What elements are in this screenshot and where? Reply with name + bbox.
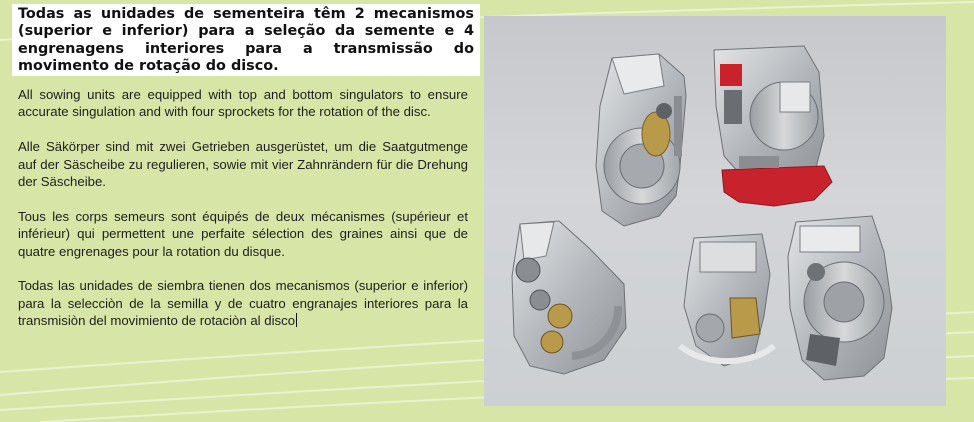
paragraph-spanish-text: Todas las unidades de siembra tienen dos mecanismos (superior e inferior) para la selecciòn de la semilla y de cuatro engranajes interiores para la transmisiòn del movimiento de rotaciòn al disco (18, 278, 468, 329)
paragraph-french: Tous les corps semeurs sont équipés de deux mécanismes (supérieur et inférieur) qui permettent une perfaite sélection des graines ainsi que de quatre engrenages pour la rotation du disque. (18, 208, 468, 259)
paragraph-english: All sowing units are equipped with top and bottom singulators to ensure accurate singulation and with four sprockets for the rotation of the disc. (18, 87, 468, 120)
seed-unit-bottom-right (788, 216, 892, 380)
seed-unit-bottom-middle (680, 234, 774, 366)
paragraph-spanish (18, 277, 468, 329)
product-photo (484, 16, 946, 406)
seed-unit-bottom-left (512, 221, 626, 374)
seed-unit-top-right (714, 46, 832, 206)
title-portuguese: Todas as unidades de sementeira têm 2 mecanismos (superior e inferior) para a seleção da semente e 4 engrenagens interiores para a transmissão do movimento de rotação do disco. (18, 6, 474, 75)
seed-unit-top-left (596, 54, 686, 226)
text-cursor (296, 313, 297, 327)
paragraph-german: Alle Säkörper sind mit zwei Getrieben ausgerüstet, um die Saatgutmenge auf der Säscheibe zu regulieren, sowie mit vier Zahnrändern für die Drehung der Säscheibe. (18, 139, 468, 190)
title-box (12, 4, 480, 76)
body-text (18, 86, 468, 347)
